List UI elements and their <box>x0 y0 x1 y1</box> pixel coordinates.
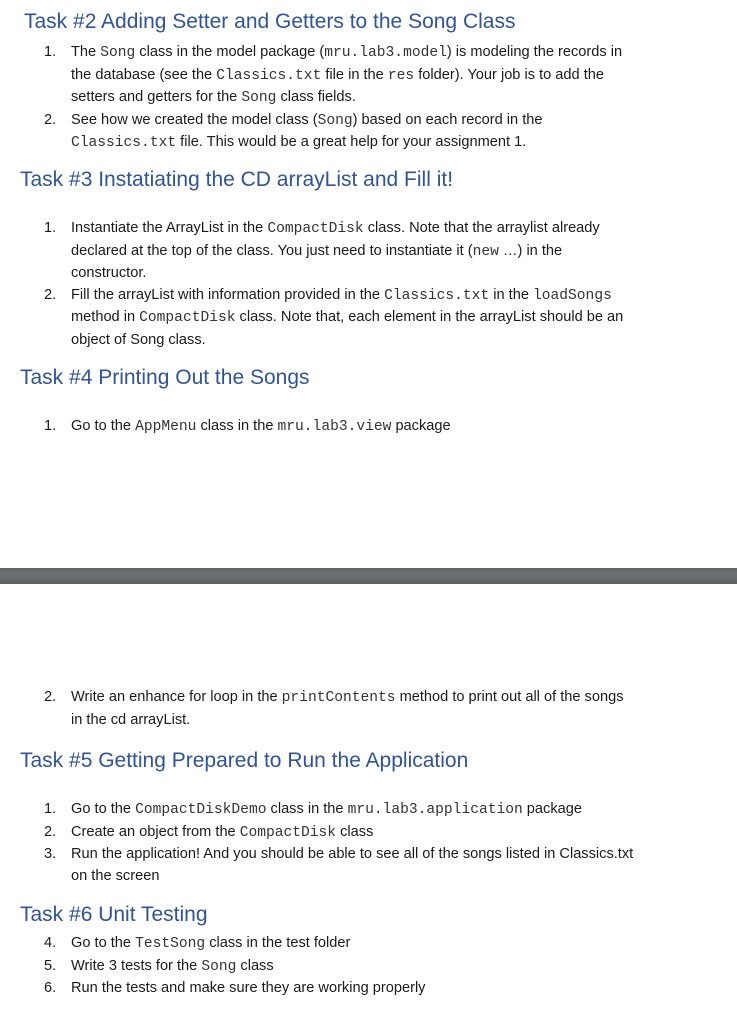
task2-list <box>0 42 737 155</box>
task4-heading: Task #4 Printing Out the Songs <box>20 366 310 389</box>
code-appmenu: AppMenu <box>135 419 197 435</box>
code-compactdisk: CompactDisk <box>267 221 364 237</box>
task4-list <box>0 416 737 439</box>
list-item: 2. See how we created the model class (Song) based on each record in the Classics.txt file. This would be a great help for your assignment 1. <box>44 111 543 151</box>
code-classics-file: Classics.txt <box>216 67 322 84</box>
page-break-divider <box>0 568 737 584</box>
code-printcontents: printContents <box>281 690 396 706</box>
list-item: 4. Go to the TestSong class in the test folder <box>44 935 351 952</box>
task5-heading: Task #5 Getting Prepared to Run the Application <box>20 749 469 772</box>
code-classics-file: Classics.txt <box>384 287 490 304</box>
list-item: 2. Write an enhance for loop in the printContents method to print out all of the songs in the cd arrayList. <box>44 689 624 728</box>
code-classics-file: Classics.txt <box>71 135 177 151</box>
code-compactdiskdemo: CompactDiskDemo <box>135 802 267 818</box>
code-package: mru.lab3.view <box>277 419 392 435</box>
list-item: 2. Create an object from the CompactDisk class <box>44 823 374 841</box>
list-item: 6. Run the tests and make sure they are working properly <box>44 980 426 996</box>
task5-list <box>0 799 737 887</box>
code-res: res <box>387 67 415 84</box>
task3-heading: Task #3 Instatiating the CD arrayList and Fill it! <box>20 168 454 191</box>
task6-list <box>0 933 737 1000</box>
list-item: 1. The Song class in the model package (mru.lab3.model) is modeling the records in the database (see the Classics.txt file in the res folder). Your job is to add the setters and getters for the Song class fields. <box>44 44 623 106</box>
task3-list <box>0 218 737 351</box>
task4-list-continued <box>0 687 737 731</box>
list-item: 1. Go to the CompactDiskDemo class in the mru.lab3.application package <box>44 801 582 818</box>
code-song: Song <box>317 112 353 129</box>
code-song: Song <box>100 45 136 61</box>
code-loadsongs: loadSongs <box>533 287 612 304</box>
code-compactdisk: CompactDisk <box>239 824 337 841</box>
list-item: 1. Go to the AppMenu class in the mru.lab3.view package <box>44 418 451 435</box>
list-item: 5. Write 3 tests for the Song class <box>44 957 274 975</box>
list-item: 1. Instantiate the ArrayList in the CompactDisk class. Note that the arraylist already declared at the top of the class. You just need to instantiate it (new …) in the constructor. <box>44 220 600 281</box>
document-page-2 <box>0 584 737 1024</box>
code-new: new <box>472 243 499 260</box>
task2-heading: Task #2 Adding Setter and Getters to the Song Class <box>24 10 516 33</box>
task6-heading: Task #6 Unit Testing <box>20 903 208 926</box>
code-package: mru.lab3.model <box>324 45 447 61</box>
code-package: mru.lab3.application <box>347 802 523 818</box>
list-item: 3. Run the application! And you should be able to see all of the songs listed in Classics.txt on the screen <box>44 846 634 884</box>
list-item: 2. Fill the arrayList with information provided in the Classics.txt in the loadSongs method in CompactDisk class. Note that, each element in the arrayList should be an object of Song class. <box>44 286 624 348</box>
code-testsong: TestSong <box>135 936 206 952</box>
code-song: Song <box>241 90 277 106</box>
code-song: Song <box>201 958 237 975</box>
code-compactdisk: CompactDisk <box>139 310 236 326</box>
